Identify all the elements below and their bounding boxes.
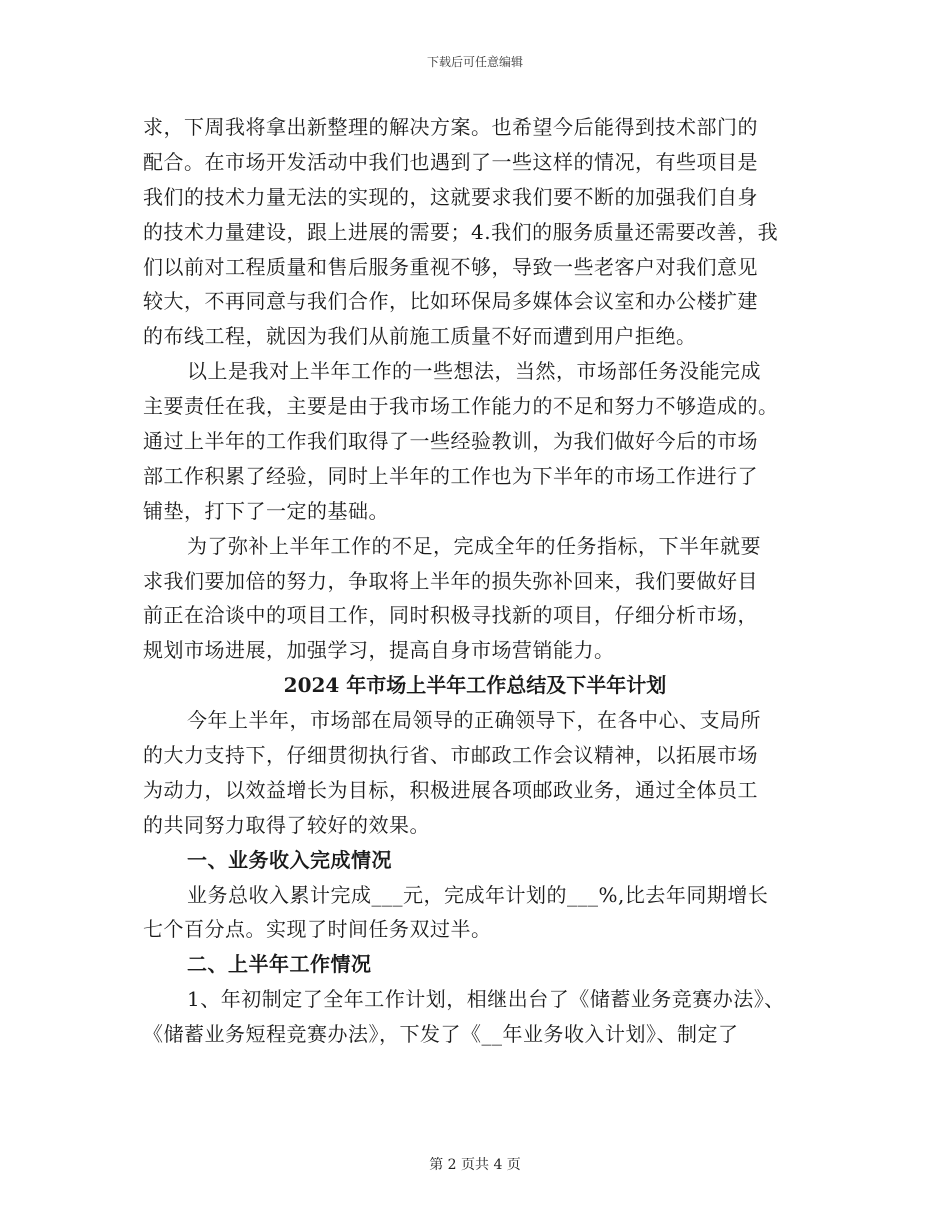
text-line: 《储蓄业务短程竞赛办法》，下发了《__年业务收入计划》、制定了 xyxy=(143,1022,739,1047)
text-line: 主要责任在我，主要是由于我市场工作能力的不足和努力不够造成的。 xyxy=(143,394,779,419)
text-line: 求，下周我将拿出新整理的解决方案。也希望今后能得到技术部门的 xyxy=(143,115,758,139)
document-body xyxy=(143,110,807,1052)
text-line: 1、年初制定了全年工作计划，相继出台了《储蓄业务竞赛办法》、 xyxy=(187,987,785,1012)
text-line: 的布线工程，就因为我们从前施工质量不好而遭到用户拒绝。 xyxy=(143,324,697,349)
section-heading: 一、业务收入完成情况 xyxy=(187,847,392,872)
text-line: 规划市场进展，加强学习，提高自身市场营销能力。 xyxy=(143,638,615,663)
section-title: 2024 年市场上半年工作总结及下半年计划 xyxy=(283,673,667,698)
text-line: 们以前对工程质量和售后服务重视不够，导致一些老客户对我们意见 xyxy=(143,254,758,279)
text-line: 的大力支持下，仔细贯彻执行省、市邮政工作会议精神，以拓展市场 xyxy=(143,743,758,768)
text-line: 部工作积累了经验，同时上半年的工作也为下半年的市场工作进行了 xyxy=(143,463,758,488)
text-line: 求我们要加倍的努力，争取将上半年的损失弥补回来，我们要做好目 xyxy=(143,568,758,593)
page-footer-number: 第 2 页共 4 页 xyxy=(429,1157,521,1173)
text-line: 的技术力量建设，跟上进展的需要；4.我们的服务质量还需要改善，我 xyxy=(143,219,779,244)
text-line: 今年上半年，市场部在局领导的正确领导下，在各中心、支局所 xyxy=(187,708,761,733)
text-line: 业务总收入累计完成___元，完成年计划的___%,比去年同期增长 xyxy=(187,882,769,907)
text-line: 配合。在市场开发活动中我们也遇到了一些这样的情况，有些项目是 xyxy=(143,149,758,174)
section-heading: 二、上半年工作情况 xyxy=(187,952,372,977)
text-line: 前正在洽谈中的项目工作，同时积极寻找新的项目，仔细分析市场， xyxy=(143,603,758,628)
text-line: 为动力，以效益增长为目标，积极进展各项邮政业务，通过全体员工 xyxy=(143,777,758,802)
text-line: 通过上半年的工作我们取得了一些经验教训，为我们做好今后的市场 xyxy=(143,429,758,454)
text-line: 较大，不再同意与我们合作，比如环保局多媒体会议室和办公楼扩建 xyxy=(143,289,758,314)
text-line: 的共同努力取得了较好的效果。 xyxy=(143,812,430,837)
text-line: 铺垫，打下了一定的基础。 xyxy=(143,498,389,523)
text-line: 七个百分点。实现了时间任务双过半。 xyxy=(143,917,492,942)
text-line: 以上是我对上半年工作的一些想法，当然，市场部任务没能完成 xyxy=(187,359,761,384)
text-line: 我们的技术力量无法的实现的，这就要求我们要不断的加强我们自身 xyxy=(143,184,758,209)
text-line: 为了弥补上半年工作的不足，完成全年的任务指标，下半年就要 xyxy=(187,533,761,558)
page-header-note: 下载后可任意编辑 xyxy=(426,55,523,69)
